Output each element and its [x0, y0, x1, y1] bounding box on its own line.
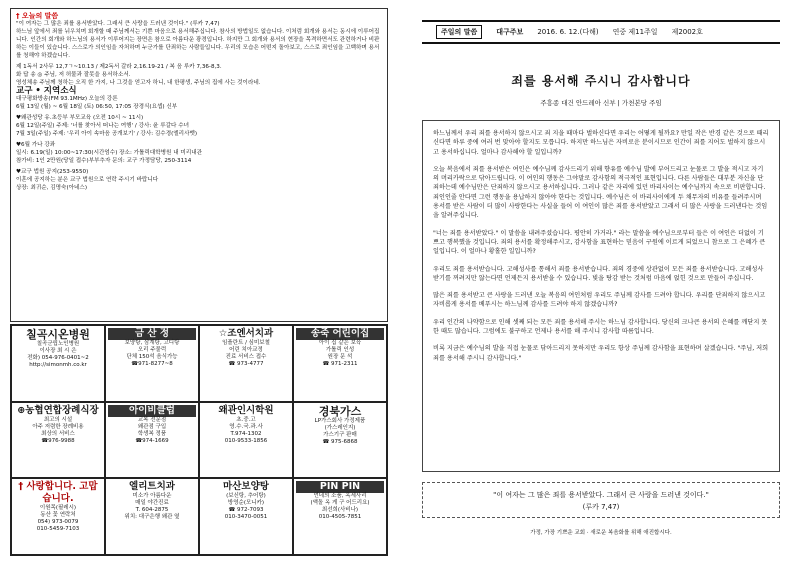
ad-box: [105, 478, 199, 555]
ad-line: 단체 150석 음식가능: [126, 354, 178, 360]
ads-grid: [10, 324, 388, 556]
verse-quote-box: [422, 482, 780, 518]
ad-box: [105, 325, 199, 402]
ad-box: [293, 478, 387, 555]
homily-paragraph: 하느님께서 우리 죄를 용서하지 않으시고 죄 지을 때마다 벌하신다면 우리는 어떻게 될까요? 만일 작은 반경 같은 것으로 때리신다면 하루 중에 여러 번 맞아야 할지도 모릅니다. 하지만 하느님은 자비로운 분이시므로 인간이 죄를 지어도 벌하지 않으시고 용서하십니다. 얼마나 감사해야 할 일입니까?: [433, 130, 769, 156]
ad-line: T.974-1302: [230, 430, 262, 437]
court-1: 이혼에 공지하는 분은 교구 법원으로 연락 주시기 바랍니다: [16, 177, 159, 183]
ad-line: ☎974-1669: [135, 437, 169, 444]
news-heading: 교구 • 지역소식: [16, 86, 77, 96]
ad-line: ☎976-9988: [41, 437, 75, 444]
ad-line: 가스기구 판매: [323, 431, 357, 438]
homily-title: 죄를 용서해 주시니 감사합니다: [511, 74, 691, 88]
ad-line: 최선희(사비나): [321, 507, 359, 514]
ad-line: 아주 저렴한 장례비용: [32, 423, 84, 430]
ad-line: (보신탕, 추어탕): [226, 493, 266, 500]
ad-line: 교복 전문점: [137, 416, 167, 423]
ad-title: 경북가스: [318, 404, 362, 418]
bulletin-name: 대구주보: [496, 28, 524, 36]
bulletin-header: [422, 20, 780, 44]
ad-line: (액돌 옥 게 구 어드리요): [310, 500, 370, 507]
ad-line: 영.수.국.과.사: [229, 423, 263, 430]
parent-ed-1: 6월 12일(주일) 주제: '너를 찾아서 떠나는 여행' / 강사: 윤 루갈다 수녀: [16, 123, 190, 129]
verse-reference: (루카 7,47): [582, 503, 620, 511]
ad-line: ☎ 972-7093: [228, 507, 264, 514]
ad-line: 동산 꽃 연락처: [40, 512, 76, 519]
ad-line: 전화) 054-976-0401~2: [27, 355, 89, 361]
readings: 제 1독서 2사무 12,7ㄱ~10.13 / 제2독서 갈라 2,16.19-21 / 복 음 루카 7,36-8,3.: [16, 64, 222, 70]
today-verse: "이 여자는 그 많은 죄를 용서받았다. 그래서 큰 사랑을 드러낸 것이다." (루카 7,47): [16, 21, 220, 27]
ad-box: [199, 402, 293, 479]
ad-line: 초.중.고: [236, 416, 256, 423]
ad-line: 방영순(모니카): [227, 500, 265, 507]
ad-line: LP가스회사 가정제품: [314, 417, 366, 424]
psalm: 화 답 송 ◎ 주님, 저 허물과 잘못을 용서하소서.: [16, 72, 131, 78]
communion-prayer: 영성체송 주님께 청하는 오직 한 가지, 나 그것을 얻고자 하니, 내 한평생, 주님의 집에 사는 것이라네.: [16, 80, 261, 86]
ad-line: 010-3470-0051: [224, 514, 268, 521]
ad-title: † 사랑합니다. 고맙습니다.: [18, 481, 98, 505]
ad-line: 이사장 최 시 은: [39, 348, 77, 354]
today-title: † 오늘의 말씀: [16, 12, 59, 20]
footer-slogan: 가정, 가장 기쁘운 교회 · 새로운 복음화를 위해 애진합시다.: [530, 530, 672, 536]
ad-line: ☎ 975-6868: [322, 438, 358, 445]
ad-line: ☎ 973-4777: [228, 361, 264, 367]
ad-box: [11, 402, 105, 479]
ad-line: 아이 집 같은 보육: [318, 340, 362, 346]
ad-line: ☎971-8277~8: [131, 361, 173, 367]
ad-line: 이원목(필레시): [39, 505, 77, 512]
ad-line: 진료 서비스 접수: [225, 354, 267, 360]
ad-line: 보양탕, 삼계탕, 고디탕: [124, 340, 180, 346]
parent-ed-heading: ♥왜관성당 유.초등부 부모교육 (오전 10시 ~ 11시): [16, 115, 144, 121]
today-paragraph: 하느님 앞에서 죄를 뉘우치며 회개할 때 주님께서는 기쁜 마음으로 용서해주십니다. 참사의 방법일도 없습니다. 이처럼 회개와 용서는 동시에 이루어집니다. 인간의 회개와 하느님의 용서가 이루어지는 장면은 참으로 아름다운 광경입니다. 하지만 그 회개와 용서의 현장을 목격하면서도 관련하거나 비판하는 이들이 있습니다. 스스로가 의인임을 자처하며 누군가를 단죄하는 사람들입니다. 우리의 모습은 어떤지 돌아보고, 스스로 죄인임을 고백하며 용서를 청해야 하겠습니다.: [16, 29, 380, 59]
ad-box: [293, 325, 387, 402]
ad-line: 010-4505-7851: [318, 514, 362, 521]
homily-paragraph: 우리 인간의 나약함으로 인해 셋째 되는 모든 죄를 용서해 주시는 하느님 감사합니다. 당신의 크나큰 용서의 은혜를 깨닫지 못한 때도 많습니다. 그럼에도 불구하고 언제나 용서를 해 주시니 감사합 따름입니다.: [433, 318, 768, 336]
homily-paragraph: 비록 지금은 예수님의 발을 직접 눈물로 닦아드리지 못하지만 우리도 항상 주님께 감사함을 표현하며 살겠습니다. "주님, 저희 죄를 용서해 주시니 감사합니다.": [433, 345, 769, 362]
homily-body: [422, 120, 780, 472]
ad-title: ⊕농협연합장례식장: [17, 404, 99, 416]
ad-line: 010-9533-1856: [224, 437, 268, 444]
ad-line: 언네의 소품, 옥세사리: [313, 493, 367, 500]
ad-line: 칠곡군립노인병원: [36, 341, 80, 347]
homily-paragraph: 많은 죄를 용서받고 큰 사랑을 드러낸 오늘 복음의 여인처럼 우리도 주님께 감사를 드려야 합니다. 우리를 단죄하지 않으시고 자비롭게 용서를 베푸시는 하느님께 감사를 드려야 하지 않겠습니까?: [433, 292, 766, 309]
ad-box: [105, 402, 199, 479]
court-2: 상장: 최귀순, 김명숙(아네스): [16, 185, 88, 191]
ad-title: 송죽 어린이집: [296, 328, 384, 340]
ad-title: PIN PIN: [296, 481, 384, 493]
homily-author: 주흥종 대건 안드레아 신부 | 가천본당 주임: [540, 99, 662, 107]
today-word-box: [10, 8, 388, 322]
verse-quote: "이 여자는 그 많은 죄를 용서받았다. 그래서 큰 사랑을 드러낸 것이다.": [493, 491, 709, 499]
ad-line: 어린 치아교정: [229, 347, 263, 353]
ad-line: 가톨릭 인성: [325, 347, 355, 353]
ad-line: 왜관점 구입: [137, 423, 167, 430]
ad-line: 원장 문 석: [327, 354, 353, 360]
ad-line: 오리 주물럭: [137, 347, 167, 353]
ad-line: 010-5459-7103: [36, 526, 80, 533]
ad-box: [199, 325, 293, 402]
ad-line: (가스레인지): [324, 424, 356, 431]
ad-title: 엘리트치과: [129, 481, 175, 493]
ad-line: 매일 야간진료: [135, 500, 169, 507]
ad-title: 왜관인시학원: [218, 404, 274, 416]
cana-2: 참가비: 1인 2만원(당일 접수)부부추자 문의: 교구 가정담당, 250-3114: [16, 158, 192, 164]
court-heading: ♥교구 법원 공지(253-9550): [16, 169, 89, 175]
ad-title: ☆조엔서치과: [218, 328, 274, 339]
cana-1: 일시: 6.19(일) 10:00~17:30(시간엄수) 장소: 가톨릭대학병원 내 미리내관: [16, 150, 203, 156]
ad-line: http://simonmh.co.kr: [29, 362, 87, 368]
parent-ed-2: 7월 3일(주일) 주제: '우리 아이 속마음 공개보기' / 강사: 김수경(엘리사벳): [16, 131, 198, 137]
cana-heading: ♥6월 가나 강좌: [16, 142, 56, 148]
bulletin-date: 2016. 6. 12.(다해): [537, 28, 599, 36]
ad-title: 마산보양탕: [223, 481, 269, 493]
ad-box: [11, 325, 105, 402]
ad-line: ☎ 971-2311: [322, 361, 358, 367]
ad-line: 미소가 아름다운: [132, 493, 172, 500]
ad-line: T. 604-2875: [135, 507, 169, 514]
section-tag: 주일의 말씀: [436, 25, 482, 39]
homily-paragraph: "너는 죄를 용서받았다." 이 말씀을 내려주셨습니다. 평안히 가거라." 라는 말씀을 예수님으로부터 들은 이 여인은 더없이 기쁘고 행복했을 것입니다. 죄의 용서를 확정해주시고, 감사함을 표현하는 믿음이 구원에 이르게 되었으니 참으로 그 은혜가 큰 일입니다. 이 얼마나 황홀한 일입니까?: [433, 229, 766, 256]
liturgical-week: 연중 제11주일: [612, 28, 658, 36]
ad-line: 학생복 정품: [137, 430, 167, 437]
homily-paragraph: 오늘 복음에서 죄를 용서받은 여인은 예수님께 감사드리기 위해 향유를 예수님 발에 부어드리고 눈물로 그 발을 적시고 자기의 머리카락으로 닦아드립니다. 이 여인의 행동은 그야말로 감사함의 적극적인 표현입니다. 다른 사람들은 대부분 자신을 단죄하는데 예수님만은 단죄하지 않으시고 용서하십니다. 그러나 같은 자리에 있던 바리사이는 예수님까지 속으로 비판합니다. 죄인인줄 안다면 그런 행동을 용납하지 않아야 한다는 것입니다. 예수님은 이 바리사이에게 두 채무자의 비유를 들려주시며 용서를 받은 사람이 더 많이 사랑한다는 사실을 들어 이 여인이 많은 죄를 용서받았고 그래서 더 많은 사랑을 드러낸다는 것임을 알려주십니다.: [433, 165, 768, 220]
ad-line: 054) 973-0079: [37, 519, 79, 526]
homily-paragraph: 우리도 죄를 용서받습니다. 고해성사를 통해서 죄를 용서받습니다. 죄의 경중에 상관없이 모든 죄를 용서받습니다. 고해성사 받기를 꺼려지만 않는다면 언제든지 용서받을 수 있습니다. 빛을 탕감 받는 것처럼 마음에 얹힌 것으로 만들어 주십니다.: [433, 265, 764, 282]
right-page: [400, 0, 800, 566]
issue-number: 제2002호: [671, 28, 703, 36]
radio-line1: 대구평화방송(FM 93.1MHz) 오늘의 강론: [16, 96, 118, 102]
radio-line2: 6월 13일 (월) ~ 6월 18일 (토) 06:50, 17:05 장경식(요셉) 신부: [16, 104, 178, 110]
ad-line: 임플란트 / 심미보철: [222, 340, 270, 346]
ad-line: 최상의 서비스: [41, 430, 75, 437]
ad-box: [293, 402, 387, 479]
ad-title: 아이비클럽: [108, 405, 196, 417]
ad-line: 최고의 시설: [43, 416, 73, 423]
ad-title: 칠곡시온병원: [26, 328, 90, 341]
ad-box: [199, 478, 293, 555]
ad-title: 금 산 정: [108, 328, 196, 340]
ad-box: [11, 478, 105, 555]
ad-line: 위치: 대구은행 왜관 옆: [124, 514, 180, 521]
